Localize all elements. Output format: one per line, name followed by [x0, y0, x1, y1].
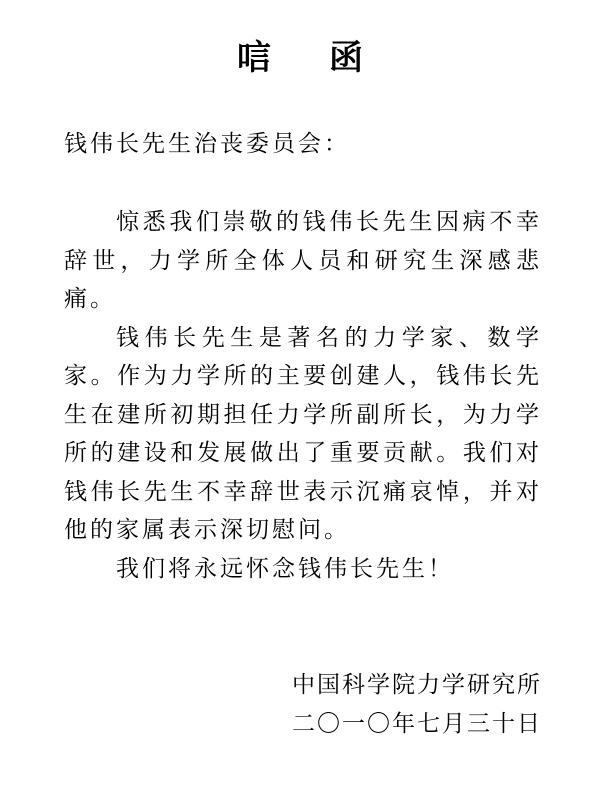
signature-organization: 中国科学院力学研究所 — [292, 672, 542, 698]
salutation: 钱伟长先生治丧委员会： — [64, 131, 350, 157]
body-paragraph: 我们将永远怀念钱伟长先生！ — [116, 555, 454, 582]
signature-date: 二〇一〇年七月三十日 — [292, 711, 542, 737]
body-paragraph: 惊悉我们崇敬的钱伟长先生因病不幸辞世，力学所全体人员和研究生深感悲痛。 — [64, 209, 542, 312]
letter-body — [64, 203, 542, 588]
body-paragraph: 钱伟长先生是著名的力学家、数学家。作为力学所的主要创建人，钱伟长先生在建所初期担任力学所副所长，为力学所的建设和发展做出了重要贡献。我们对钱伟长先生不幸辞世表示沉痛哀悼，并对他的家属表示深切慰问。 — [64, 324, 542, 543]
letter-title: 唁函 — [237, 38, 421, 78]
